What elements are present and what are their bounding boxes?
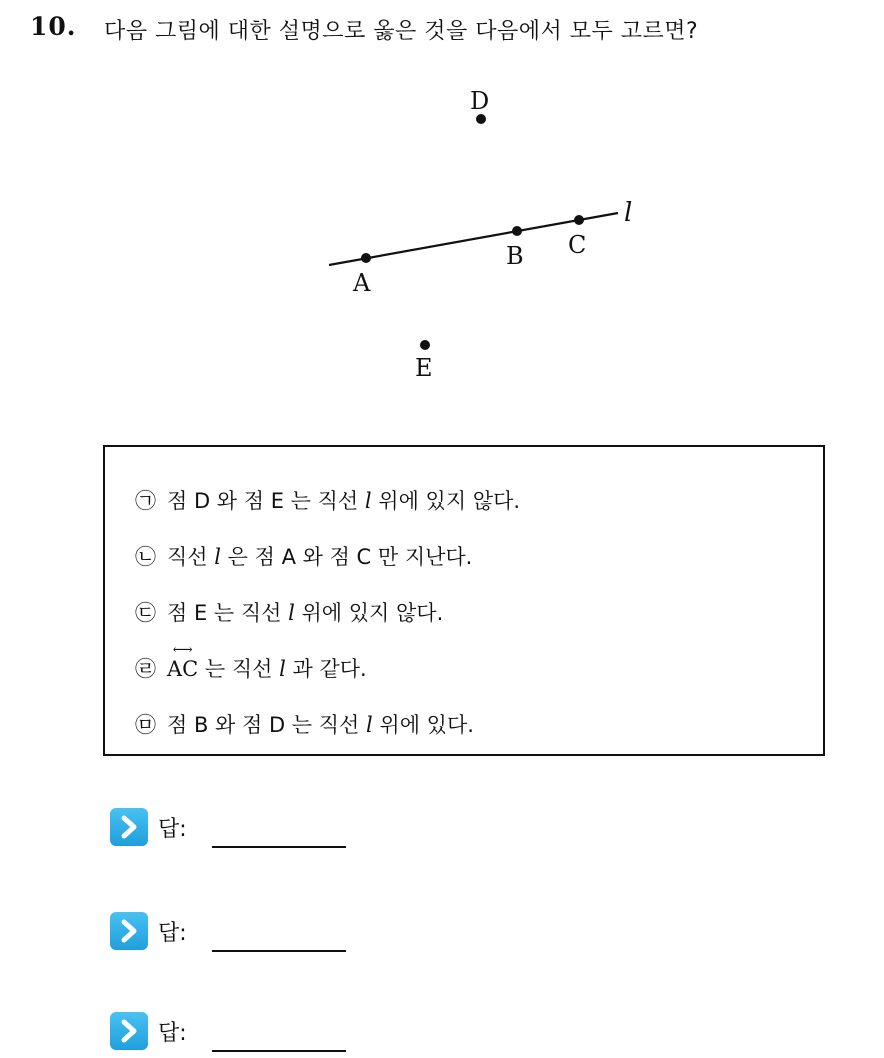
choice-2-text-b: 은 점 A 와 점 C 만 지난다.	[220, 545, 473, 569]
line-ac-symbol: ⟷ AC	[167, 657, 198, 681]
answer-blank[interactable]	[212, 950, 346, 952]
choice-3-marker: ㉢	[135, 601, 156, 625]
choice-5	[135, 709, 474, 739]
point-e-dot	[420, 340, 430, 350]
question-text: 다음 그림에 대한 설명으로 옳은 것을 다음에서 모두 고르면?	[104, 19, 699, 44]
choice-5-text-a: 점 B 와 점 D 는 직선	[167, 713, 367, 737]
answer-label: 답:	[158, 921, 187, 946]
choice-5-marker: ㉤	[135, 713, 156, 737]
choice-1-text-a: 점 D 와 점 E 는 직선	[167, 489, 365, 513]
answer-label: 답:	[158, 817, 187, 842]
choice-3-line-l: l	[288, 601, 295, 625]
choice-3-text-a: 점 E 는 직선	[167, 601, 289, 625]
answer-blank[interactable]	[212, 846, 346, 848]
choice-2	[135, 541, 472, 571]
point-d-dot	[476, 114, 486, 124]
geometry-figure	[0, 0, 884, 430]
choice-1-line-l: l	[364, 489, 372, 513]
point-a-label: A	[353, 269, 371, 297]
choice-4	[135, 653, 367, 683]
choice-3-text-b: 위에 있지 않다.	[294, 601, 444, 625]
chevron-right-icon	[110, 912, 148, 950]
line-label-l: l	[624, 198, 633, 228]
choice-2-marker: ㉡	[135, 545, 156, 569]
point-e-label: E	[415, 354, 433, 382]
point-d-label: D	[470, 87, 490, 115]
point-c-label: C	[568, 231, 587, 259]
answer-blank[interactable]	[212, 1050, 346, 1052]
point-a-dot	[361, 253, 371, 263]
point-b-label: B	[506, 242, 524, 270]
choice-1-marker: ㉠	[135, 489, 156, 513]
point-c-dot	[574, 215, 584, 225]
choice-4-text-a: 는 직선	[198, 657, 280, 681]
choice-4-marker: ㉣	[135, 657, 156, 681]
choice-2-text-a: 직선	[167, 545, 215, 569]
chevron-right-icon	[110, 1012, 148, 1050]
choice-1-text-b: 위에 있지 않다.	[371, 489, 521, 513]
answer-label: 답:	[158, 1021, 187, 1046]
choice-4-line-l: l	[279, 657, 286, 681]
choice-3	[135, 597, 443, 627]
point-b-dot	[512, 226, 522, 236]
question-number: 10.	[30, 12, 77, 41]
choice-2-line-l: l	[214, 545, 221, 569]
chevron-right-icon	[110, 808, 148, 846]
choice-5-line-l: l	[366, 713, 373, 737]
choice-1	[135, 485, 520, 515]
choice-5-text-b: 위에 있다.	[372, 713, 474, 737]
choice-4-text-b: 과 같다.	[285, 657, 367, 681]
choices-box	[103, 445, 825, 756]
